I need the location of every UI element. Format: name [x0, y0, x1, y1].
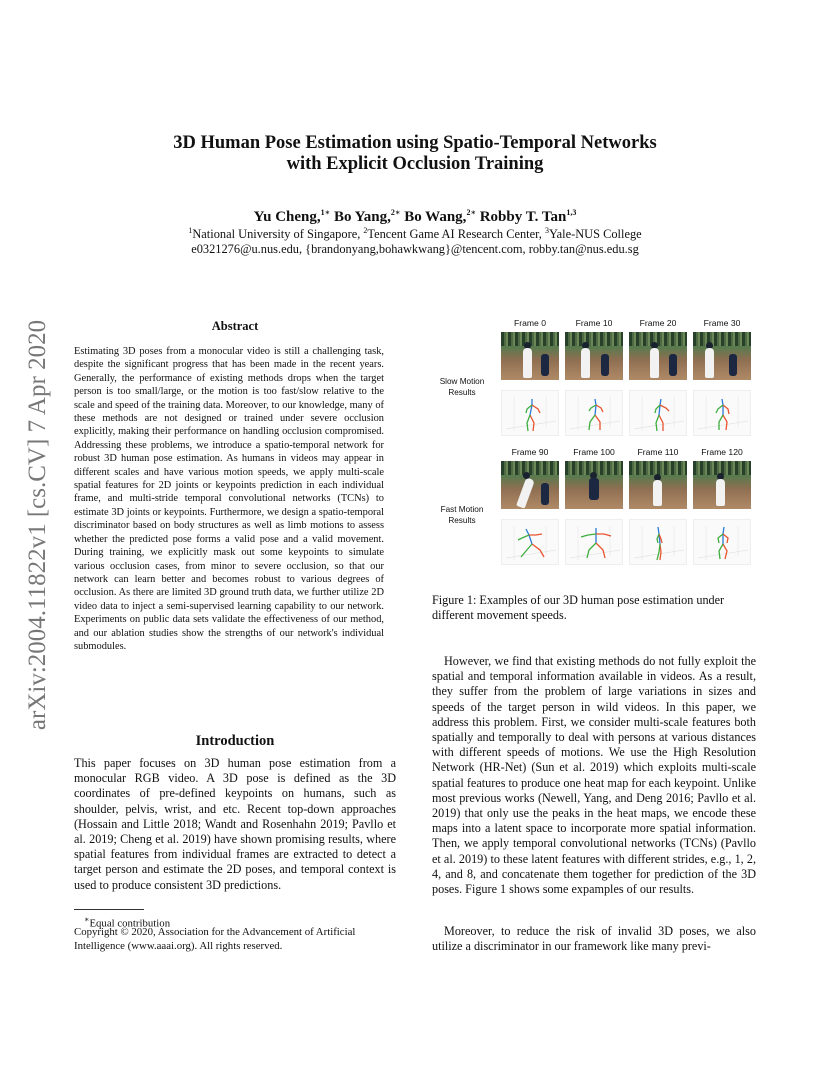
affiliations	[100, 226, 730, 242]
video-frame-photo	[629, 332, 687, 380]
author-name: Yu Cheng,	[253, 209, 321, 225]
video-frame-photo	[501, 332, 559, 380]
video-frame-photo	[629, 461, 687, 509]
author-list	[100, 207, 730, 226]
paper-title-line1: 3D Human Pose Estimation using Spatio-Temporal Networks	[173, 133, 657, 153]
figure-1	[432, 316, 762, 576]
affil-mark: 1	[188, 226, 193, 235]
pose-3d-plot	[693, 519, 751, 565]
pose-3d-plot	[501, 519, 559, 565]
introduction-text: This paper focuses on 3D human pose estimation from a monocular RGB video. A 3D pose is defined as the 3D coordinates of pre-defined keypoints on humans, such as shoulder, pelvis, wrist, and etc. Recent top-down approaches (Hossain and Little 2018; Wandt and Rosenhahn 2019; Pavllo et al. 2019; Cheng et al. 2019) have shown promising results, where spatial features from individual frames are extracted to detect a target person and estimate the 2D poses, and temporal context is used to produce consistent 3D predictions.	[74, 756, 396, 892]
introduction-heading: Introduction	[195, 733, 275, 749]
pose-3d-plot	[693, 390, 751, 436]
video-frame-photo	[565, 332, 623, 380]
video-frame-photo	[501, 461, 559, 509]
frame-label: Frame 120	[701, 447, 743, 457]
affiliation: Tencent Game AI Research Center,	[367, 227, 545, 242]
affil-mark: 2	[363, 226, 368, 235]
footnote-mark: ∗	[84, 915, 90, 924]
video-frame-photo	[565, 461, 623, 509]
author-affil-mark: 2∗	[390, 208, 401, 217]
frame-label: Frame 90	[511, 447, 549, 457]
author-affil-mark: 1∗	[320, 208, 331, 217]
body-paragraph: However, we find that existing methods do not fully exploit the spatial and temporal information available in videos. As a result, they suffer from the problem of large variations in sizes and speeds of the target person in wild videos. In this paper, we address this problem. First, we consider multi-scale features both spatially and temporally to deal with persons at various distances with different speeds of motions. We use the High Resolution Network (HR-Net) (Sun et al. 2019) which exploits multi-scale spatial features to produce one heat map for each keypoint. Unlike most previous works (Newell, Yang, and Deng 2016; Pavllo et al. 2019) that only use the peaks in the heat maps, we encode these maps into a latent space to incorporate more spatial information. Then, we apply temporal convolutional networks (TCNs) (Pavllo et al. 2019) to these latent features with different strides, e.g., 1, 2, 4, and 8, and concatenate them together for prediction of the 3D poses. Figure 1 shows some expamples of our results.	[432, 654, 756, 897]
author-emails: e0321276@u.nus.edu, {brandonyang,bohawkwang}@tencent.com, robby.tan@nus.edu.sg	[191, 242, 639, 256]
pose-3d-plot	[501, 390, 559, 436]
footnote-text: Equal contribution	[89, 917, 171, 930]
figure-caption: Figure 1: Examples of our 3D human pose estimation under different movement speeds.	[432, 593, 725, 622]
fast-motion-label: Fast Motion Results	[440, 505, 484, 525]
pose-3d-plot	[565, 390, 623, 436]
arxiv-identifier	[18, 290, 58, 760]
affiliation: Yale-NUS College	[548, 227, 642, 242]
body-paragraph: Moreover, to reduce the risk of invalid 3D poses, we also utilize a discriminator in our framework like many previ-	[432, 924, 756, 954]
affiliation: National University of Singapore,	[192, 227, 364, 242]
video-frame-photo	[693, 461, 751, 509]
frame-label: Frame 0	[514, 318, 546, 328]
paper-title-line2: with Explicit Occlusion Training	[286, 154, 544, 174]
pose-3d-plot	[629, 390, 687, 436]
frame-label: Frame 20	[639, 318, 677, 328]
frame-label: Frame 10	[575, 318, 613, 328]
author-affil-mark: 2∗	[466, 208, 476, 217]
frame-label: Frame 110	[637, 447, 679, 457]
pose-3d-plot	[629, 519, 687, 565]
author-name: Bo Yang,	[333, 209, 391, 225]
affil-mark: 3	[544, 226, 549, 235]
author-name: Bo Wang,	[404, 209, 467, 225]
frame-label: Frame 30	[703, 318, 741, 328]
slow-motion-label: Slow Motion Results	[439, 377, 485, 397]
video-frame-photo	[693, 332, 751, 380]
copyright-notice: Copyright © 2020, Association for the Advancement of Artificial Intelligence (www.aaai.org). All rights reserved.	[74, 926, 356, 952]
arxiv-identifier-text: arXiv:2004.11822v1 [cs.CV] 7 Apr 2020	[24, 319, 51, 731]
author-affil-mark: 1,3	[566, 208, 577, 217]
author-name: Robby T. Tan	[479, 209, 567, 225]
frame-label: Frame 100	[573, 447, 615, 457]
abstract-text: Estimating 3D poses from a monocular video is still a challenging task, despite the significant progress that has been made in the recent years. Generally, the performance of existing methods drops when the target person is too small/large, or the motion is too fast/slow relative to the scale and speed of the training data. Moreover, to our knowledge, many of these methods are not designed or trained under severe occlusion explicitly, making their performance on handling occlusion compromised. Addressing these problems, we introduce a spatio-temporal network for robust 3D human pose estimation. As humans in videos may appear in different scales and have various motion speeds, we apply multi-scale spatial features for 2D joints or keypoints prediction in each individual frame, and multi-stride temporal convolutional networks (TCNs) to estimate 3D joints or keypoints. Furthermore, we design a spatio-temporal discriminator based on body structures as well as limb motions to assess whether the predicted pose forms a valid pose and a valid movement. During training, we explicitly mask out some keypoints to simulate various occlusion cases, from minor to severe occlusion, so that our network can learn better and becomes robust to various degrees of occlusion. As there are limited 3D ground truth data, we further utilize 2D video data to inject a semi-supervised learning capability to our network. Experiments on public data sets validate the effectiveness of our method, and our ablation studies show the strengths of our network's individual submodules.	[74, 346, 384, 652]
abstract-heading: Abstract	[211, 319, 259, 333]
footnote-rule	[74, 909, 144, 910]
pose-3d-plot	[565, 519, 623, 565]
